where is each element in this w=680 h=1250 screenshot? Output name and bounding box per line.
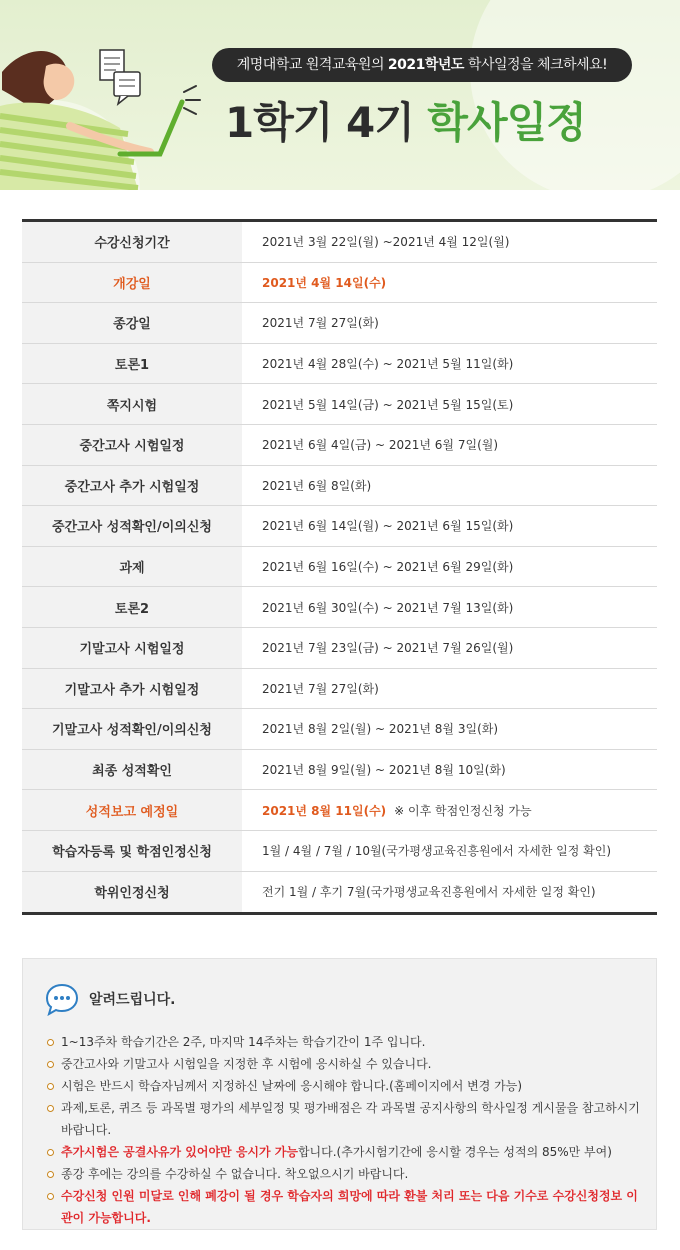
schedule-label: 학습자등록 및 학점인정신청: [22, 831, 242, 871]
schedule-row: [22, 222, 657, 263]
schedule-row: [22, 506, 657, 547]
schedule-label: 학위인정신청: [22, 872, 242, 913]
schedule-date: 2021년 6월 16일(수) ~ 2021년 6월 29일(화): [262, 560, 514, 575]
notice-item: [45, 1141, 640, 1163]
notice-item: [45, 1075, 640, 1097]
schedule-row: [22, 709, 657, 750]
notice-title: 알려드립니다.: [89, 992, 176, 1008]
schedule-label: 중간고사 추가 시험일정: [22, 466, 242, 506]
notice-item: [45, 1163, 640, 1185]
schedule-row: [22, 669, 657, 710]
title-schedule: 학사일정: [427, 98, 586, 147]
schedule-date: 2021년 8월 9일(월) ~ 2021년 8월 10일(화): [262, 763, 506, 778]
schedule-label: 과제: [22, 547, 242, 587]
bullet-icon: [47, 1171, 54, 1178]
schedule-value: [242, 628, 657, 668]
page-title: [225, 90, 586, 150]
schedule-date: 2021년 4월 28일(수) ~ 2021년 5월 11일(화): [262, 357, 514, 372]
notice-text: 과제,토론, 퀴즈 등 과목별 평가의 세부일정 및 평가배점은 각 과목별 공지사항의 학사일정 게시물을 참고하시기 바랍니다.: [61, 1101, 640, 1137]
schedule-date: 2021년 6월 4일(금) ~ 2021년 6월 7일(월): [262, 438, 499, 453]
schedule-label: 쪽지시험: [22, 384, 242, 424]
schedule-date: 2021년 8월 2일(월) ~ 2021년 8월 3일(화): [262, 722, 499, 737]
subtitle-text: 학사일정을 체크하세요!: [463, 57, 608, 73]
schedule-label: 토론1: [22, 344, 242, 384]
bullet-icon: [47, 1105, 54, 1112]
schedule-row: [22, 263, 657, 304]
schedule-row: [22, 344, 657, 385]
schedule-value: [242, 831, 657, 871]
schedule-label: 기말고사 추가 시험일정: [22, 669, 242, 709]
notice-text: 1~13주차 학습기간은 2주, 마지막 14주차는 학습기간이 1주 입니다.: [61, 1035, 426, 1049]
schedule-date: 2021년 6월 8일(화): [262, 478, 372, 493]
schedule-value: [242, 587, 657, 627]
schedule-row: [22, 466, 657, 507]
notice-item: [45, 1097, 640, 1141]
schedule-date: 2021년 6월 14일(월) ~ 2021년 6월 15일(화): [262, 519, 514, 534]
notice-emphasis: 추가시험은 공결사유가 있어야만 응시가 가능: [61, 1145, 298, 1159]
schedule-row: [22, 384, 657, 425]
notice-text: 종강 후에는 강의를 수강하실 수 없습니다. 착오없으시기 바랍니다.: [61, 1167, 409, 1181]
schedule-date: 2021년 7월 27일(화): [262, 316, 379, 331]
notice-item: [45, 1053, 640, 1075]
notice-header: [45, 979, 640, 1019]
schedule-value: [242, 425, 657, 465]
schedule-row: [22, 628, 657, 669]
student-laptop-illustration: [0, 20, 210, 190]
schedule-label: 개강일: [22, 263, 242, 303]
schedule-table: [22, 219, 657, 915]
schedule-value: [242, 750, 657, 790]
schedule-date: 2021년 3월 22일(월) ~2021년 4월 12일(월): [262, 235, 510, 250]
schedule-label: 중간고사 시험일정: [22, 425, 242, 465]
schedule-note: ※ 이후 학점인정신청 가능: [394, 803, 532, 818]
schedule-value: [242, 222, 657, 262]
schedule-label: 최종 성적확인: [22, 750, 242, 790]
bullet-icon: [47, 1083, 54, 1090]
schedule-date: 2021년 5월 14일(금) ~ 2021년 5월 15일(토): [262, 397, 514, 412]
schedule-value: [242, 669, 657, 709]
bullet-icon: [47, 1193, 54, 1200]
schedule-value: [242, 466, 657, 506]
speech-bubble-icon: [45, 982, 79, 1016]
bullet-icon: [47, 1149, 54, 1156]
schedule-row: [22, 750, 657, 791]
schedule-date: 2021년 8월 11일(수): [262, 803, 387, 818]
schedule-date: 2021년 7월 27일(화): [262, 681, 379, 696]
subtitle-year: 2021학년도: [387, 57, 464, 73]
schedule-date: 1월 / 4월 / 7월 / 10월(국가평생교육진흥원에서 자세한 일정 확인): [262, 844, 612, 859]
schedule-label: 성적보고 예정일: [22, 790, 242, 830]
bullet-icon: [47, 1039, 54, 1046]
schedule-row: [22, 872, 657, 913]
schedule-date: 2021년 6월 30일(수) ~ 2021년 7월 13일(화): [262, 600, 514, 615]
schedule-value: [242, 506, 657, 546]
notice-text: 중간고사와 기말고사 시험일을 지정한 후 시험에 응시하실 수 있습니다.: [61, 1057, 432, 1071]
schedule-value: [242, 263, 657, 303]
notice-item: [45, 1031, 640, 1053]
schedule-value: [242, 709, 657, 749]
schedule-label: 중간고사 성적확인/이의신청: [22, 506, 242, 546]
schedule-row: [22, 547, 657, 588]
bullet-icon: [47, 1061, 54, 1068]
schedule-date: 전기 1월 / 후기 7월(국가평생교육진흥원에서 자세한 일정 확인): [262, 885, 596, 900]
schedule-value: [242, 303, 657, 343]
schedule-label: 토론2: [22, 587, 242, 627]
schedule-label: 종강일: [22, 303, 242, 343]
title-term: 1학기 4기: [225, 98, 428, 147]
schedule-label: 기말고사 시험일정: [22, 628, 242, 668]
header-subtitle: [212, 48, 632, 82]
schedule-label: 기말고사 성적확인/이의신청: [22, 709, 242, 749]
schedule-row: [22, 425, 657, 466]
schedule-row: [22, 831, 657, 872]
schedule-value: [242, 790, 657, 830]
subtitle-text: 계명대학교 원격교육원의: [236, 57, 388, 73]
notice-text: 시험은 반드시 학습자님께서 지정하신 날짜에 응시해야 합니다.(홈페이지에서 변경 가능): [61, 1079, 523, 1093]
schedule-value: [242, 872, 657, 913]
schedule-date: 2021년 7월 23일(금) ~ 2021년 7월 26일(월): [262, 641, 514, 656]
schedule-row: [22, 587, 657, 628]
schedule-value: [242, 344, 657, 384]
notice-text: 수강신청 인원 미달로 인해 폐강이 될 경우 학습자의 희망에 따라 환불 처리 또는 다음 기수로 수강신청정보 이관이 가능합니다.: [61, 1189, 638, 1225]
schedule-label: 수강신청기간: [22, 222, 242, 262]
notice-box: [22, 958, 657, 1230]
notice-list: [45, 1031, 640, 1229]
schedule-row: [22, 790, 657, 831]
schedule-value: [242, 547, 657, 587]
schedule-value: [242, 384, 657, 424]
schedule-row: [22, 303, 657, 344]
notice-text: 합니다.(추가시험기간에 응시할 경우는 성적의 85%만 부여): [297, 1145, 612, 1159]
schedule-date: 2021년 4월 14일(수): [262, 275, 387, 290]
notice-item: [45, 1185, 640, 1229]
header-banner: [0, 0, 680, 190]
